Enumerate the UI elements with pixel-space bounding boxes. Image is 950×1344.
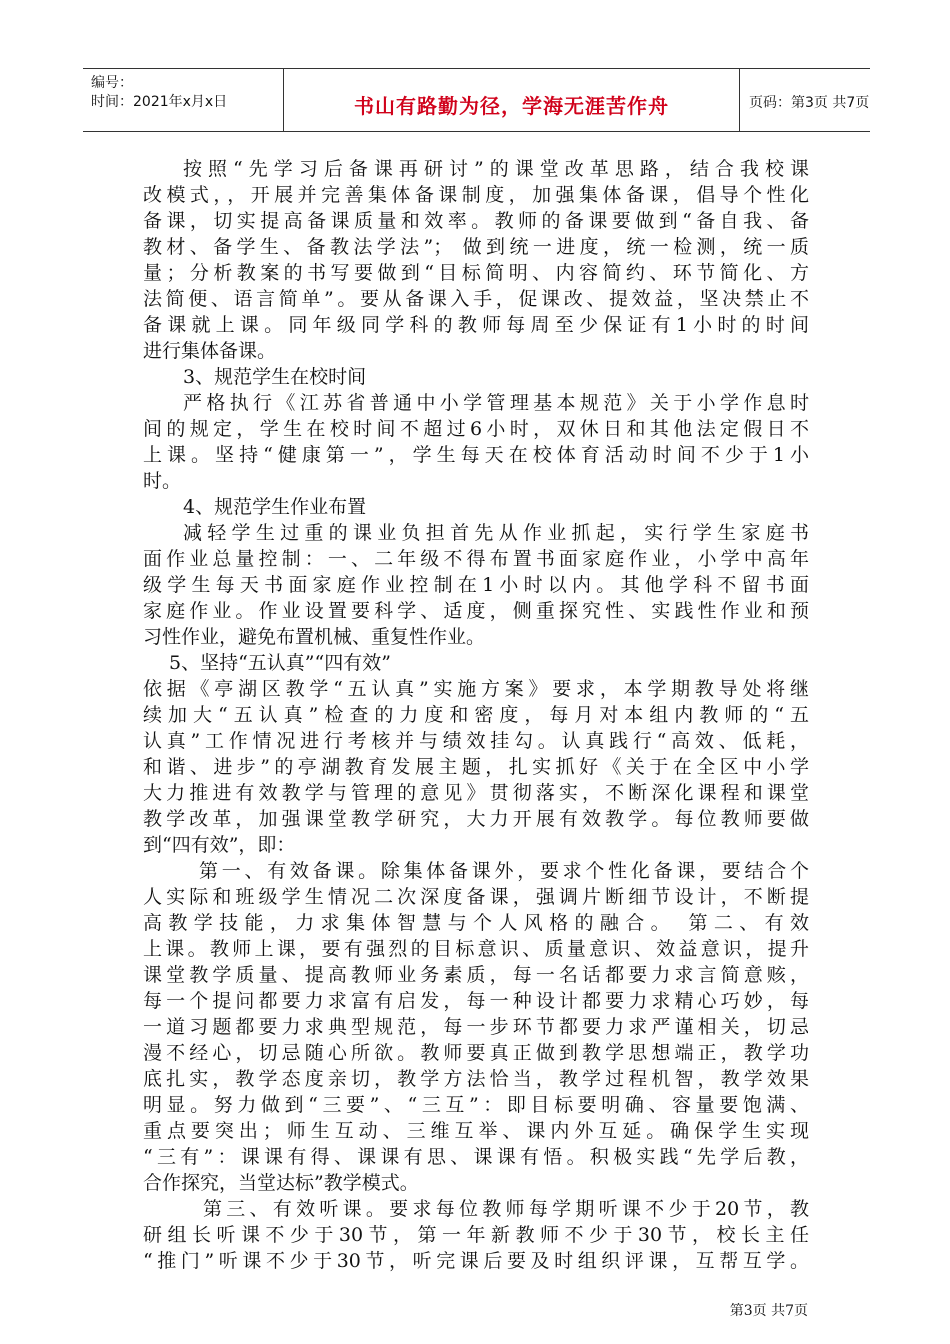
body-line: 按照“先学习后备课再研讨”的课堂改革思路，结合我校课 <box>183 158 809 180</box>
body-line: “三有”：课课有得、课课有思、课课有悟。积极实践“先学后教， <box>143 1146 809 1168</box>
body-line: 第一、有效备课。除集体备课外，要求个性化备课，要结合个 <box>199 860 809 882</box>
body-line: 面作业总量控制：一、二年级不得布置书面家庭作业，小学中高年 <box>143 548 809 570</box>
header-motto-cell <box>283 69 740 131</box>
header-page-cell <box>739 69 870 131</box>
body-line: 课堂教学质量、提高教师业务素质，每一名话都要力求言简意赅， <box>143 964 809 986</box>
body-line: 研组长听课不少于30节，第一年新教师不少于30节，校长主任 <box>143 1224 809 1246</box>
header-meta-cell <box>83 69 283 131</box>
body-line: 每一个提问都要力求富有启发，每一种设计都要力求精心巧妙，每 <box>143 990 809 1012</box>
section-heading: 4、规范学生作业布置 <box>183 496 367 518</box>
body-line: 家庭作业。作业设置要科学、适度，侧重探究性、实践性作业和预 <box>143 600 809 622</box>
body-line: 级学生每天书面家庭作业控制在1小时以内。其他学科不留书面 <box>143 574 809 596</box>
body-line: 认真”工作情况进行考核并与绩效挂勾。认真践行“高效、低耗， <box>143 730 809 752</box>
body-line: 时。 <box>143 470 182 492</box>
body-line: 间的规定，学生在校时间不超过6小时，双休日和其他法定假日不 <box>143 418 809 440</box>
document-body <box>143 156 809 1274</box>
body-line: 重点要突出；师生互动、三维互举、课内外互延。确保学生实现 <box>143 1120 809 1142</box>
section-heading: 3、规范学生在校时间 <box>183 366 367 388</box>
body-line: 备课就上课。同年级同学科的教师每周至少保证有1小时的时间 <box>143 314 809 336</box>
page-header <box>83 68 870 132</box>
body-line: 合作探究，当堂达标”教学模式。 <box>143 1172 419 1194</box>
body-line: 人实际和班级学生情况二次深度备课，强调片断细节设计，不断提 <box>143 886 809 908</box>
document-number-label: 编号： <box>91 75 133 91</box>
body-line: 量；分析教案的书写要做到“目标简明、内容简约、环节简化、方 <box>143 262 809 284</box>
body-line: 减轻学生过重的课业负担首先从作业抓起，实行学生家庭书 <box>183 522 809 544</box>
body-line: 改模式，，开展并完善集体备课制度，加强集体备课，倡导个性化 <box>143 184 809 206</box>
body-line: 进行集体备课。 <box>143 340 277 362</box>
body-line: 续加大“五认真”检查的力度和密度，每月对本组内教师的“五 <box>143 704 809 726</box>
header-page-code: 页码：第3页 共7页 <box>749 95 870 111</box>
section-heading: 5、坚持“五认真”“四有效” <box>169 652 391 674</box>
body-line: 和谐、进步”的亭湖教育发展主题，扎实抓好《关于在全区中小学 <box>143 756 809 778</box>
body-line: 法简便、语言简单”。要从备课入手，促课改、提效益，坚决禁止不 <box>143 288 809 310</box>
body-line: 大力推进有效教学与管理的意见》贯彻落实，不断深化课程和课堂 <box>143 782 809 804</box>
body-line: 漫不经心，切忌随心所欲。教师要真正做到教学思想端正，教学功 <box>143 1042 809 1064</box>
body-line: 上课。坚持“健康第一”，学生每天在校体育活动时间不少于1小 <box>143 444 809 466</box>
body-line: 教学改革，加强课堂教学研究，大力开展有效教学。每位教师要做 <box>143 808 809 830</box>
body-line: 高教学技能，力求集体智慧与个人风格的融合。 第二、有效 <box>143 912 809 934</box>
body-line: 严格执行《江苏省普通中小学管理基本规范》关于小学作息时 <box>183 392 809 414</box>
page-footer-number: 第3页 共7页 <box>729 1303 808 1319</box>
body-line: 第三、有效听课。要求每位教师每学期听课不少于20节，教 <box>203 1198 809 1220</box>
body-line: 习性作业，避免布置机械、重复性作业。 <box>143 626 486 648</box>
body-line: 依据《亭湖区教学“五认真”实施方案》要求，本学期教导处将继 <box>143 678 809 700</box>
header-motto: 书山有路勤为径，学海无涯苦作舟 <box>354 94 669 118</box>
body-line: 底扎实，教学态度亲切，教学方法恰当，教学过程机智，教学效果 <box>143 1068 809 1090</box>
document-time-label: 时间：2021年x月x日 <box>91 94 228 110</box>
body-line: 到“四有效”，即： <box>143 834 296 856</box>
body-line: 教材、备学生、备教法学法”； 做到统一进度，统一检测，统一质 <box>143 236 809 258</box>
body-line: 上课。教师上课，要有强烈的目标意识、质量意识、效益意识，提升 <box>143 938 809 960</box>
body-line: 明显。努力做到“三要”、“三互”：即目标要明确、容量要饱满、 <box>143 1094 809 1116</box>
body-line: 一道习题都要力求典型规范，每一步环节都要力求严谨相关，切忌 <box>143 1016 809 1038</box>
body-line: 备课，切实提高备课质量和效率。教师的备课要做到“备自我、备 <box>143 210 809 232</box>
body-line: “推门”听课不少于30节，听完课后要及时组织评课，互帮互学。 <box>143 1250 809 1272</box>
